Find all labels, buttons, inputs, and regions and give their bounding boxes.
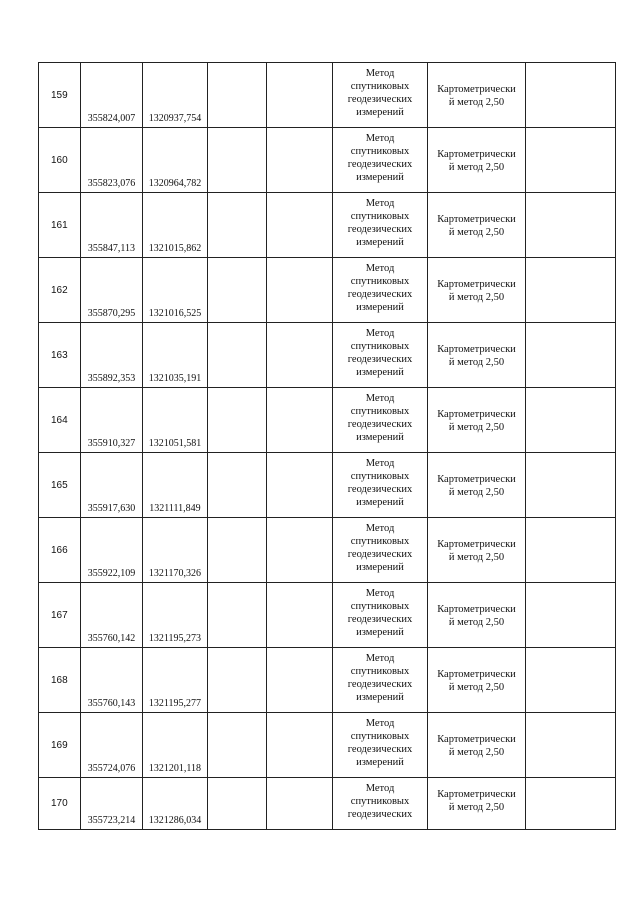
accuracy-line: й метод 2,50 [448, 357, 505, 368]
coordinate-x: 355870,295 [81, 258, 143, 323]
coordinate-y: 1321201,118 [143, 713, 208, 778]
accuracy-cell [428, 323, 526, 388]
empty-cell [526, 193, 616, 258]
coordinate-x: 355922,109 [81, 518, 143, 583]
method-line: геодезических [347, 159, 413, 170]
method-line: измерений [356, 367, 404, 378]
accuracy-cell [428, 518, 526, 583]
empty-cell [267, 258, 333, 323]
method-cell [333, 258, 428, 323]
point-number: 161 [39, 193, 81, 258]
accuracy-line: й метод 2,50 [448, 802, 505, 813]
empty-cell [267, 778, 333, 830]
point-number: 166 [39, 518, 81, 583]
point-number: 165 [39, 453, 81, 518]
method-line: спутниковых [350, 146, 410, 157]
method-line: спутниковых [350, 276, 410, 287]
accuracy-cell [428, 453, 526, 518]
empty-cell [526, 128, 616, 193]
accuracy-cell [428, 128, 526, 193]
point-number: 169 [39, 713, 81, 778]
method-cell [333, 778, 428, 830]
method-line: спутниковых [350, 731, 410, 742]
coordinate-y: 1321051,581 [143, 388, 208, 453]
table-row [39, 583, 616, 648]
table-row [39, 258, 616, 323]
accuracy-line: й метод 2,50 [448, 97, 505, 108]
method-line: Метод [365, 718, 395, 729]
accuracy-cell [428, 778, 526, 830]
accuracy-cell [428, 258, 526, 323]
method-cell [333, 128, 428, 193]
coordinate-x: 355917,630 [81, 453, 143, 518]
empty-cell [208, 648, 267, 713]
table-row [39, 128, 616, 193]
table-row [39, 193, 616, 258]
empty-cell [267, 128, 333, 193]
coordinate-y: 1320964,782 [143, 128, 208, 193]
empty-cell [208, 518, 267, 583]
empty-cell [526, 453, 616, 518]
coordinate-x: 355892,353 [81, 323, 143, 388]
empty-cell [208, 193, 267, 258]
coordinate-y: 1320937,754 [143, 63, 208, 128]
method-cell [333, 518, 428, 583]
method-cell [333, 583, 428, 648]
empty-cell [208, 388, 267, 453]
empty-cell [267, 713, 333, 778]
empty-cell [208, 258, 267, 323]
accuracy-line: й метод 2,50 [448, 162, 505, 173]
table-row [39, 713, 616, 778]
accuracy-line: й метод 2,50 [448, 617, 505, 628]
accuracy-line: й метод 2,50 [448, 747, 505, 758]
coordinate-x: 355824,007 [81, 63, 143, 128]
coordinate-y: 1321286,034 [143, 778, 208, 830]
accuracy-line: Картометрически [437, 84, 516, 95]
coordinate-y: 1321170,326 [143, 518, 208, 583]
accuracy-line: Картометрически [437, 279, 516, 290]
empty-cell [267, 648, 333, 713]
accuracy-line: Картометрически [437, 149, 516, 160]
empty-cell [526, 778, 616, 830]
method-line: Метод [365, 653, 395, 664]
point-number: 170 [39, 778, 81, 830]
empty-cell [208, 63, 267, 128]
method-cell [333, 648, 428, 713]
method-line: спутниковых [350, 796, 410, 807]
method-line: Метод [365, 588, 395, 599]
table-row [39, 648, 616, 713]
empty-cell [526, 388, 616, 453]
empty-cell [267, 323, 333, 388]
method-line: измерений [356, 107, 404, 118]
point-number: 164 [39, 388, 81, 453]
accuracy-line: Картометрически [437, 409, 516, 420]
method-line: измерений [356, 302, 404, 313]
accuracy-line: Картометрически [437, 214, 516, 225]
accuracy-cell [428, 388, 526, 453]
method-line: геодезических [347, 744, 413, 755]
empty-cell [526, 323, 616, 388]
method-line: Метод [365, 133, 395, 144]
coordinate-y: 1321195,273 [143, 583, 208, 648]
coordinate-y: 1321015,862 [143, 193, 208, 258]
accuracy-cell [428, 583, 526, 648]
method-line: измерений [356, 497, 404, 508]
method-line: геодезических [347, 549, 413, 560]
method-cell [333, 323, 428, 388]
point-number: 168 [39, 648, 81, 713]
accuracy-line: й метод 2,50 [448, 292, 505, 303]
empty-cell [267, 388, 333, 453]
method-line: Метод [365, 393, 395, 404]
coordinate-x: 355724,076 [81, 713, 143, 778]
accuracy-line: Картометрически [437, 734, 516, 745]
coordinate-x: 355760,142 [81, 583, 143, 648]
empty-cell [526, 63, 616, 128]
method-line: измерений [356, 172, 404, 183]
accuracy-line: й метод 2,50 [448, 227, 505, 238]
table-row [39, 453, 616, 518]
method-line: спутниковых [350, 601, 410, 612]
method-line: геодезических [347, 224, 413, 235]
accuracy-line: й метод 2,50 [448, 487, 505, 498]
method-line: Метод [365, 523, 395, 534]
method-line: измерений [356, 757, 404, 768]
method-line: Метод [365, 198, 395, 209]
empty-cell [526, 258, 616, 323]
accuracy-line: Картометрически [437, 789, 516, 800]
point-number: 160 [39, 128, 81, 193]
method-line: спутниковых [350, 666, 410, 677]
empty-cell [208, 778, 267, 830]
method-line: геодезических [347, 94, 413, 105]
empty-cell [208, 128, 267, 193]
method-line: спутниковых [350, 211, 410, 222]
method-line: геодезических [347, 484, 413, 495]
accuracy-line: й метод 2,50 [448, 552, 505, 563]
empty-cell [526, 648, 616, 713]
point-number: 159 [39, 63, 81, 128]
coordinate-y: 1321111,849 [143, 453, 208, 518]
coordinate-x: 355823,076 [81, 128, 143, 193]
method-line: геодезических [347, 614, 413, 625]
method-line: геодезических [347, 354, 413, 365]
accuracy-line: Картометрически [437, 669, 516, 680]
accuracy-line: й метод 2,50 [448, 422, 505, 433]
method-line: спутниковых [350, 536, 410, 547]
method-line: Метод [365, 68, 395, 79]
empty-cell [267, 193, 333, 258]
empty-cell [526, 713, 616, 778]
accuracy-cell [428, 648, 526, 713]
coordinate-x: 355760,143 [81, 648, 143, 713]
coordinate-y: 1321035,191 [143, 323, 208, 388]
empty-cell [208, 713, 267, 778]
method-line: геодезических [347, 289, 413, 300]
coordinate-y: 1321195,277 [143, 648, 208, 713]
method-line: измерений [356, 627, 404, 638]
method-line: геодезических [347, 419, 413, 430]
table-row [39, 518, 616, 583]
accuracy-cell [428, 63, 526, 128]
method-line: спутниковых [350, 81, 410, 92]
method-line: Метод [365, 263, 395, 274]
empty-cell [526, 583, 616, 648]
table-row [39, 778, 616, 830]
coordinate-y: 1321016,525 [143, 258, 208, 323]
empty-cell [267, 63, 333, 128]
method-line: спутниковых [350, 341, 410, 352]
empty-cell [267, 583, 333, 648]
method-cell [333, 63, 428, 128]
method-cell [333, 193, 428, 258]
accuracy-line: Картометрически [437, 604, 516, 615]
point-number: 163 [39, 323, 81, 388]
method-line: Метод [365, 783, 395, 794]
method-cell [333, 713, 428, 778]
accuracy-cell [428, 713, 526, 778]
coordinates-table [38, 62, 616, 830]
table-row [39, 388, 616, 453]
method-line: измерений [356, 562, 404, 573]
method-line: Метод [365, 458, 395, 469]
point-number: 162 [39, 258, 81, 323]
method-line: геодезических [347, 809, 413, 820]
method-cell [333, 388, 428, 453]
accuracy-line: Картометрически [437, 539, 516, 550]
coordinate-x: 355723,214 [81, 778, 143, 830]
accuracy-line: Картометрически [437, 344, 516, 355]
point-number: 167 [39, 583, 81, 648]
table-body [39, 63, 616, 830]
empty-cell [208, 323, 267, 388]
method-line: спутниковых [350, 406, 410, 417]
empty-cell [208, 583, 267, 648]
method-line: измерений [356, 692, 404, 703]
coordinate-x: 355910,327 [81, 388, 143, 453]
method-line: Метод [365, 328, 395, 339]
coordinate-x: 355847,113 [81, 193, 143, 258]
empty-cell [208, 453, 267, 518]
method-cell [333, 453, 428, 518]
method-line: спутниковых [350, 471, 410, 482]
method-line: измерений [356, 237, 404, 248]
accuracy-line: Картометрически [437, 474, 516, 485]
empty-cell [526, 518, 616, 583]
accuracy-line: й метод 2,50 [448, 682, 505, 693]
empty-cell [267, 453, 333, 518]
method-line: геодезических [347, 679, 413, 690]
table-row [39, 323, 616, 388]
method-line: измерений [356, 432, 404, 443]
empty-cell [267, 518, 333, 583]
accuracy-cell [428, 193, 526, 258]
table-row [39, 63, 616, 128]
